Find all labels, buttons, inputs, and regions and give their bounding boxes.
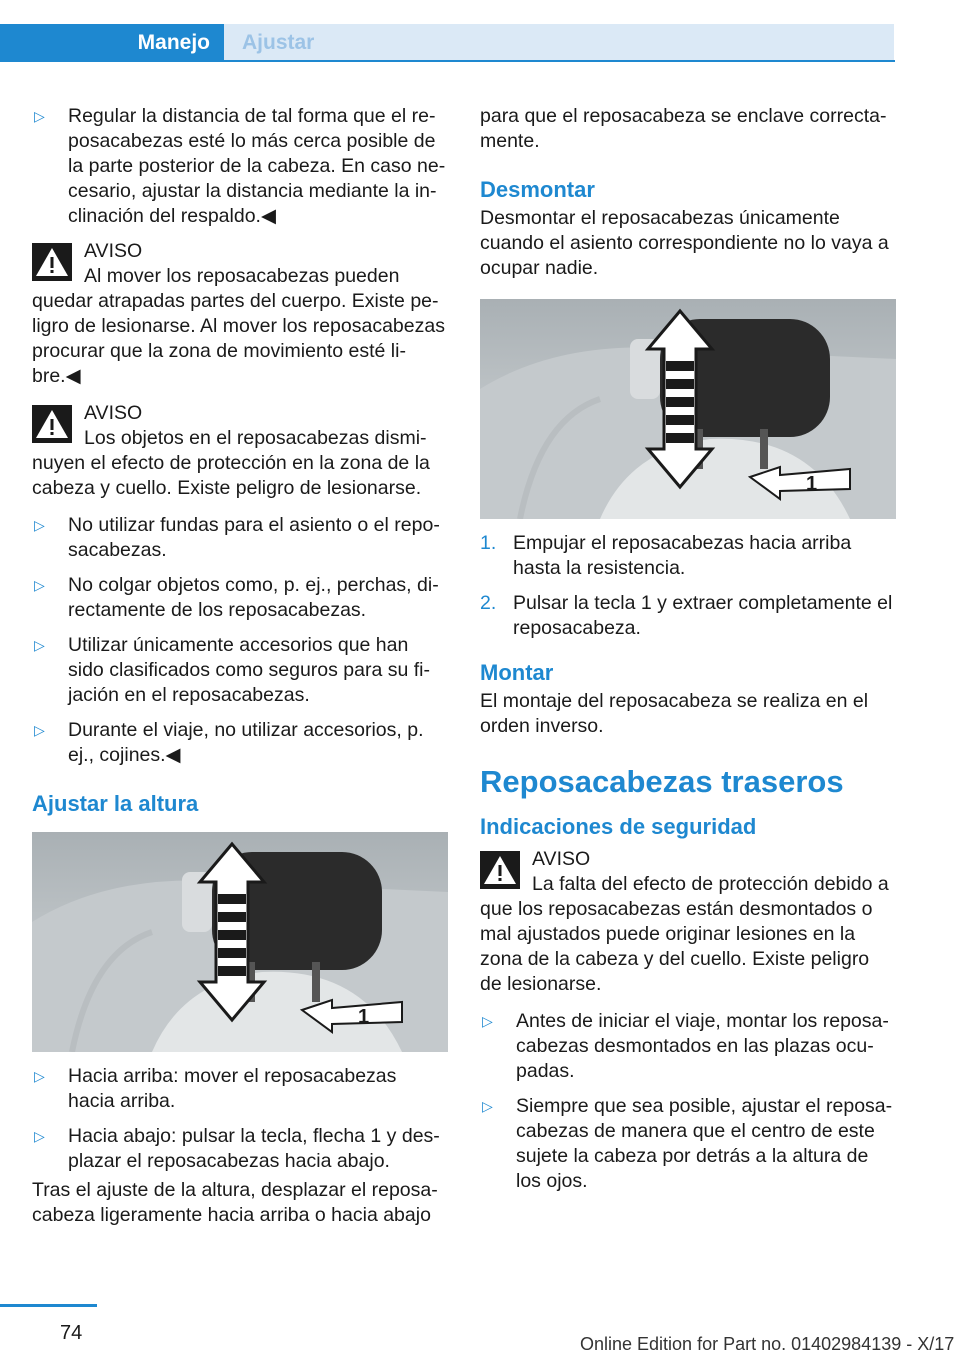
section-heading-seguridad: Indicaciones de seguridad [480,814,757,839]
warning-block [480,847,896,997]
header-rule [0,60,895,62]
triangle-bullet-icon: ▷ [34,1068,45,1084]
numbered-step [480,531,896,581]
numbered-step [480,591,896,641]
left-column [32,104,448,1228]
step-text: Pulsar la tecla 1 y extraer completamente el reposacabeza. [513,592,893,639]
triangle-bullet-icon: ▷ [34,722,45,738]
step-text: Empujar el reposacabezas hacia arriba hasta la resistencia. [513,532,852,579]
headrest-height-figure [32,832,448,1052]
bullet-text: Hacia abajo: pulsar la tecla, flecha 1 y desplazar el reposacabezas hacia abajo. [68,1125,440,1172]
warning-title: AVISO [84,240,143,262]
warning-text: La falta del efecto de protección debido a que los reposacabezas están desmontados o mal ajustados puede originar lesiones en la zona de la cabeza y del cuello. Existe peligro de lesionarse. [480,873,889,995]
bullet-item [32,1064,448,1114]
edition-label: Online Edition for Part no. 01402984139 - X/17 [580,1334,955,1354]
triangle-bullet-icon: ▷ [482,1013,493,1029]
bullet-text: No colgar objetos como, p. ej., perchas, directamente de los reposacabezas. [68,574,439,621]
figure-callout-label: 1 [806,473,818,495]
warning-triangle-icon [32,405,72,443]
warning-text: Los objetos en el reposacabezas disminuyen el efecto de protección en la zona de la cabeza y cuello. Existe peligro de lesionarse. [32,427,430,499]
chapter-heading: Reposacabezas traseros [480,764,844,799]
figure-callout-label: 1 [358,1006,370,1028]
triangle-bullet-icon: ▷ [34,577,45,593]
section-heading-altura: Ajustar la altura [32,791,199,816]
warning-title: AVISO [532,848,591,870]
tab-manejo[interactable]: Manejo [0,24,224,62]
bullet-text: Hacia arriba: mover el reposacabezas hacia arriba. [68,1065,397,1112]
tab-ajustar[interactable]: Ajustar [224,24,894,62]
bullet-item [32,1124,448,1174]
triangle-bullet-icon: ▷ [34,637,45,653]
bullet-text: Regular la distancia de tal forma que el reposacabezas esté lo más cerca posible de la parte posterior de la cabeza. En caso necesario, ajustar la distancia mediante la inclinación del respaldo.◀ [68,105,446,227]
paragraph: Tras el ajuste de la altura, desplazar el reposacabeza ligeramente hacia arriba o hacia abajo [32,1179,438,1226]
warning-title: AVISO [84,402,143,424]
warning-block [32,239,448,389]
triangle-bullet-icon: ▷ [34,517,45,533]
bullet-item [480,1094,896,1194]
paragraph: El montaje del reposacabeza se realiza en el orden inverso. [480,690,869,737]
bullet-text: No utilizar fundas para el asiento o el reposacabezas. [68,514,440,561]
bullet-item [480,1009,896,1084]
step-number: 1. [480,532,497,554]
headrest-removal-figure [480,299,896,519]
bullet-text: Utilizar únicamente accesorios que han sido clasificados como seguros para su fijación en el reposacabezas. [68,634,431,706]
bullet-text: Antes de iniciar el viaje, montar los reposacabezas desmontados en las plazas ocupadas. [516,1010,889,1082]
header-tabs [0,24,894,62]
warning-triangle-icon [32,243,72,281]
paragraph: para que el reposacabeza se enclave correctamente. [480,105,887,152]
warning-text: Al mover los reposacabezas pueden quedar atrapadas partes del cuerpo. Existe peligro de lesionarse. Al mover los reposacabezas procurar que la zona de movimiento esté libre.◀ [32,265,445,387]
warning-block [32,401,448,501]
footer-rule [0,1304,97,1307]
bullet-text: Siempre que sea posible, ajustar el reposacabezas de manera que el centro de este sujete la cabeza por detrás a la altura de los ojos. [516,1095,893,1192]
right-column [480,104,896,1204]
page-number: 74 [60,1322,83,1344]
warning-triangle-icon [480,851,520,889]
bullet-text: Durante el viaje, no utilizar accesorios, p. ej., cojines.◀ [68,719,424,766]
paragraph: Desmontar el reposacabezas únicamente cuando el asiento correspondiente no lo vaya a ocupar nadie. [480,207,889,279]
section-heading-montar: Montar [480,660,554,685]
triangle-bullet-icon: ▷ [482,1098,493,1114]
section-heading-desmontar: Desmontar [480,177,595,202]
bullet-item [32,513,448,563]
step-number: 2. [480,592,497,614]
triangle-bullet-icon: ▷ [34,108,45,124]
bullet-item [32,573,448,623]
bullet-item [32,718,448,768]
bullet-item [32,633,448,708]
triangle-bullet-icon: ▷ [34,1128,45,1144]
bullet-item [32,104,448,229]
